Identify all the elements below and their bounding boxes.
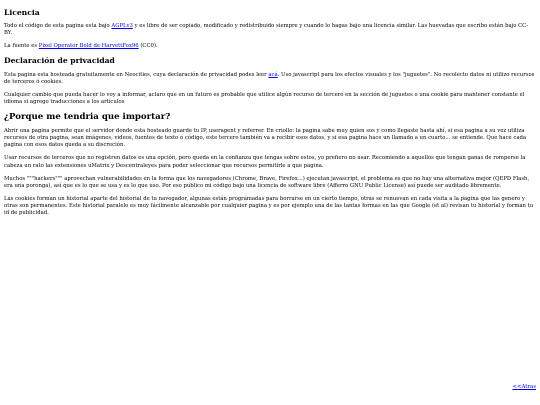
privacidad-text: . Uso javascript para los efectos visuales y los "juguetes". No recolecto datos ni utilizo recursos de terceros ó cookies.	[4, 71, 535, 85]
importar-paragraph-3: Muchos """hackers""" aprovechan vulnerabilidades en la forma que los navegadores (Chrome, Brave, Firefox...) ejecutan javascript, el problema es que no hay una alternativa mejor (QEPD Flash, era una poronga), así que es lo que se usa y es lo que uso. Por eso publico mi código bajo una licencia de software libre (Afferro GNU Public License) así puede ser auditado libremente.	[4, 175, 530, 189]
licencia-text: y es libre de ser copiado, modificado y redistribuido siempre y cuando lo hagas bajo una licencia similar. Las huevadas que escribo están bajo CC-BY.	[4, 23, 529, 37]
importar-paragraph-1: Abrir una pagina permite que el servidor donde esta hosteado guarde tu IP, useragent y referrer. En criollo: la pagina sabe muy quien sos y como llegaste hasta ahí, si esa pagina a su vez utiliza recursos de otra pagina, sean imágenes, videos, fuentes de texto o código, este tercero también va a recibir esos datos, y si esa pagina hace un llamado a un cuarto... se entiende. Que hace cada pagina con esos datos queda a su discreción.	[4, 128, 527, 149]
importar-paragraph-2: Usar recursos de terceros que no registren datos es una opción, pero queda en la confianza que tengas sobre estos, yo prefiero no usar. Recomiendo a aquellos que tengan ganas de romperse la cabeza un rato las extensiones uMatrix y Descentraleyes para poder seleccionar que recursos permitirle a que pagina.	[4, 155, 526, 169]
importar-paragraph-4: Las cookies forman un historial aparte del historial de tu navegador, algunas están programadas para borrarse en un cierto tiempo, otras se renuevan en cada visita a la pagina que las genero y otras son permanentes. Este historial paralelo es muy fácilmente alcanzable por cualquier pagina y es por ejemplo una de las tantas formas en las que Google (et al) revisan tu historial y forman tu id de publicidad.	[4, 195, 534, 217]
agplv3-link[interactable]: AGPLv3	[111, 23, 133, 30]
privacidad-heading: Declaración de privacidad	[4, 56, 115, 66]
font-text: (CC0).	[138, 43, 158, 50]
licencia-paragraph-2	[4, 43, 536, 50]
licencia-text: Todo el código de esta pagina esta bajo	[4, 23, 112, 30]
licencia-heading: Licencia	[4, 8, 40, 17]
privacidad-paragraph-1	[4, 72, 536, 86]
font-link[interactable]: Pixel Operator Bold de HarvettFox96	[38, 43, 139, 50]
privacidad-text: Esta pagina esta hosteada gratuitamente en Neocities, cuya declaración de privacidad podes leer	[4, 71, 269, 78]
back-link[interactable]: <<Atras	[512, 384, 536, 390]
licencia-paragraph-1	[4, 23, 536, 37]
privacidad-paragraph-2: Cualquier cambio que pueda hacer lo voy a informar, aclaro que en un futuro es probable que utilice algún recurso de tercero en la sección de juguetes o una cookie para mantener constante el idioma si agrego traducciones a los artículos	[4, 91, 525, 105]
font-text: La fuente es	[4, 43, 39, 50]
importar-heading: ¿Porque me tendria que importar?	[4, 111, 171, 122]
neocities-privacy-link[interactable]: acá	[268, 71, 278, 78]
